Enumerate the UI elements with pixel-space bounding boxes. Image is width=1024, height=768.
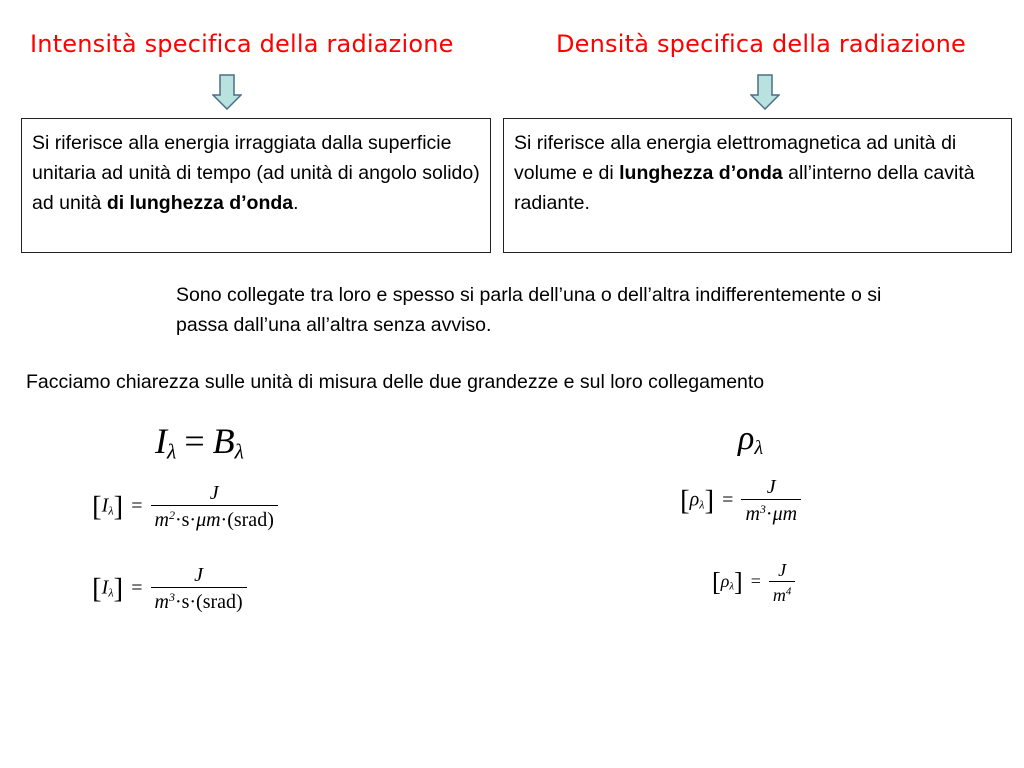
formula-intensity-units-1: $[I_\lambda]$ = $\frac{J}{m^2\cdot s\cdot\mu m\cdot(srad)}$	[92, 482, 278, 532]
formula-intensity-equals-brightness: $I_\lambda = B_\lambda$	[155, 421, 245, 464]
down-arrow-icon	[750, 74, 780, 110]
definition-text-end: all’interno della cavità radiante.	[514, 162, 975, 214]
linked-quantities-paragraph: Sono collegate tra loro e spesso si parla dell’una o dell’altra indifferentemente o si passa dall’una all’altra senza avviso.	[176, 284, 882, 336]
formula-intensity-units-2: $[I_\lambda]$ = $\frac{J}{m^3\cdot s\cdot(srad)}$	[92, 564, 247, 614]
heading-specific-density: Densità specifica della radiazione	[556, 30, 966, 58]
density-definition-box	[503, 118, 1012, 253]
formula-density-symbol: $\rho_\lambda$	[738, 420, 764, 460]
formula-density-units-1: $[\rho_\lambda]$ = $\frac{J}{m^3\cdot\mu m}$	[680, 476, 801, 526]
down-arrow-icon	[212, 74, 242, 110]
definition-bold-text: di lunghezza d’onda	[106, 192, 294, 214]
formula-density-units-2: $[\rho_\lambda]$ = $\frac{J}{m^4}$	[712, 560, 795, 605]
definition-bold-text: lunghezza d’onda	[619, 162, 783, 184]
heading-specific-intensity: Intensità specifica della radiazione	[30, 30, 454, 58]
intensity-definition-box	[21, 118, 491, 253]
units-paragraph: Facciamo chiarezza sulle unità di misura delle due grandezze e sul loro collegamento	[26, 371, 765, 393]
definition-text-end: .	[293, 192, 299, 214]
definition-text: Si riferisce alla energia elettromagnetica ad unità di volume e di	[514, 132, 957, 184]
definition-text: Si riferisce alla energia irraggiata dalla superficie unitaria ad unità di tempo (ad unità di angolo solido) ad unità	[32, 132, 480, 214]
